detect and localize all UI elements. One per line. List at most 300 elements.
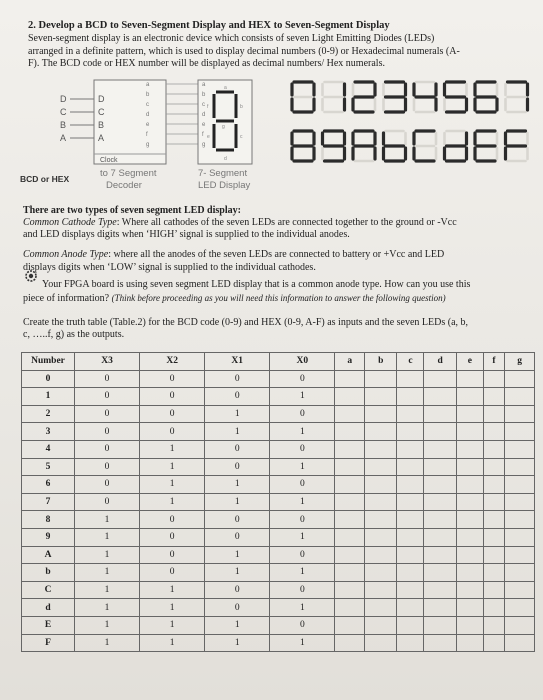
digit-character: F [516,149,518,150]
number-cell: 7 [22,493,75,511]
output-cell[interactable] [365,458,397,476]
input-cell: 1 [205,493,270,511]
output-cell[interactable] [424,581,456,599]
output-cell[interactable] [424,493,456,511]
output-cell[interactable] [456,634,483,652]
seven-segment-digit [384,82,406,112]
number-cell: 6 [22,476,75,494]
seven-segment-digit [445,131,467,161]
output-cell[interactable] [505,388,535,406]
output-cell[interactable] [335,546,365,564]
seven-segment-digit [414,82,436,112]
input-pins [60,94,94,143]
output-cell[interactable] [505,423,535,441]
table-row [22,564,535,582]
decoder-box [94,80,166,164]
table-row [22,405,535,423]
output-cell[interactable] [397,388,424,406]
seven-segment-digit [414,131,436,161]
output-cell[interactable] [365,440,397,458]
output-cell[interactable] [397,528,424,546]
input-cell: 1 [205,564,270,582]
types-heading: There are two types of seven segment LED display: [23,205,241,216]
section-title: Develop a BCD to Seven-Segment Display and HEX to Seven-Segment Display [38,20,390,31]
output-cell[interactable] [505,546,535,564]
anode-text: : where all the anodes of the seven LEDs are connected to battery or +Vcc and LED [108,249,445,260]
digit-character: 4 [425,100,426,101]
task-line-2: c, …..f, g) as the outputs. [23,329,125,340]
output-cell[interactable] [505,405,535,423]
output-cell[interactable] [365,388,397,406]
output-cell[interactable] [365,616,397,634]
table-header-row [22,353,535,371]
table-row [22,599,535,617]
output-cell[interactable] [365,581,397,599]
decoder-output-f: f [146,132,148,138]
output-cell[interactable] [456,440,483,458]
seven-segment-digit [384,131,406,161]
digit-character: d [455,149,457,150]
input-cell: 0 [140,388,205,406]
input-cell: 0 [75,423,140,441]
display-pin-a: a [202,82,206,88]
cathode-line-1 [23,217,457,229]
output-cell[interactable] [424,440,456,458]
caption-display-1: 7- Segment [198,168,248,179]
number-cell: F [22,634,75,652]
table-row [22,511,535,529]
output-cell[interactable] [483,599,505,617]
output-cell[interactable] [505,599,535,617]
input-cell: 0 [270,370,335,388]
output-cell[interactable] [335,581,365,599]
digit-character: E [486,149,487,150]
input-label-b: B [60,120,67,130]
input-cell: 1 [75,564,140,582]
output-cell[interactable] [365,599,397,617]
input-cell: 1 [140,440,205,458]
output-cell[interactable] [505,616,535,634]
output-cell[interactable] [397,493,424,511]
input-cell: 0 [75,476,140,494]
digit-character: 0 [303,100,304,101]
input-cell: 1 [75,511,140,529]
seven-segment-digit [323,131,345,161]
output-cell[interactable] [365,476,397,494]
input-cell: 0 [140,423,205,441]
display-pin-f: f [202,132,204,138]
input-cell: 1 [75,616,140,634]
decoder-output-g: g [146,142,150,148]
output-cell[interactable] [456,528,483,546]
digit-character: C [425,149,426,150]
decoder-output-e: e [146,122,150,128]
truth-table [21,352,535,652]
output-cell[interactable] [397,405,424,423]
decoder-input-a: A [98,133,105,143]
output-cell[interactable] [505,511,535,529]
output-cell[interactable] [335,423,365,441]
number-cell: 9 [22,528,75,546]
output-cell[interactable] [335,528,365,546]
caption-decoder-1: to 7 Segment [100,168,157,179]
output-cell[interactable] [365,423,397,441]
digit-character: 3 [394,100,396,101]
header-b: b [365,353,397,371]
output-cell[interactable] [483,564,505,582]
digit-character: 7 [516,100,518,101]
output-cell[interactable] [365,528,397,546]
input-cell: 0 [140,405,205,423]
seven-segment-digit [323,82,345,112]
table-row [22,493,535,511]
intro-line-3: F). The BCD code or HEX number will be displayed as decimal numbers/ Hex numerals. [28,58,385,69]
output-cell[interactable] [335,440,365,458]
output-cell[interactable] [424,458,456,476]
output-cell[interactable] [365,511,397,529]
output-cell[interactable] [456,423,483,441]
output-cell[interactable] [456,546,483,564]
cathode-label: Common Cathode Type [23,217,117,228]
seven-segment-digit [292,131,314,161]
number-cell: 8 [22,511,75,529]
output-cell[interactable] [397,370,424,388]
output-cell[interactable] [397,634,424,652]
seven-segment-digit [353,82,375,112]
output-cell[interactable] [505,370,535,388]
table-row [22,528,535,546]
number-cell: A [22,546,75,564]
output-cell[interactable] [335,405,365,423]
input-cell: 1 [270,458,335,476]
input-label-a: A [60,133,67,143]
section-heading [28,20,390,32]
seven-segment-digit [292,82,314,112]
input-cell: 0 [270,581,335,599]
clock-label: Clock [100,157,118,164]
input-cell: 0 [205,388,270,406]
input-cell: 1 [75,599,140,617]
output-cell[interactable] [424,634,456,652]
output-cell[interactable] [456,564,483,582]
decoder-output-a: a [146,82,150,88]
input-cell: 1 [205,616,270,634]
output-cell[interactable] [456,493,483,511]
table-row [22,370,535,388]
output-cell[interactable] [397,476,424,494]
digit-character: 6 [486,100,487,101]
input-cell: 1 [270,564,335,582]
input-cell: 0 [270,476,335,494]
display-pin-b: b [202,92,206,98]
output-cell[interactable] [456,616,483,634]
input-cell: 1 [205,476,270,494]
output-cell[interactable] [456,405,483,423]
question-line-1: Your FPGA board is using seven segment LED display that is a common anode type. How can you use this [42,279,471,290]
output-cell[interactable] [397,511,424,529]
header-number: Number [22,353,75,371]
input-cell: 0 [75,370,140,388]
input-cell: 0 [140,511,205,529]
decoder-output-b: b [146,92,150,98]
input-cell: 1 [270,493,335,511]
decoder-output-d: d [146,112,150,118]
seven-segment-digit [475,131,497,161]
header-x1: X1 [205,353,270,371]
number-cell: 4 [22,440,75,458]
output-cell[interactable] [365,370,397,388]
digits-row-2 [292,131,528,161]
table-row [22,423,535,441]
display-pin-c: c [202,102,205,108]
output-cell[interactable] [483,616,505,634]
table-row [22,634,535,652]
gear-icon [23,268,39,284]
output-cell[interactable] [397,616,424,634]
input-cell: 0 [205,440,270,458]
display-pin-g: g [202,142,206,148]
number-cell: d [22,599,75,617]
output-cell[interactable] [483,476,505,494]
segment-label-e: e [207,134,210,140]
cathode-text: : Where all cathodes of the seven LEDs are connected together to the ground or -Vcc [116,217,457,228]
output-cell[interactable] [505,528,535,546]
digit-character: 9 [333,149,335,150]
seven-segment-digit [475,82,497,112]
task-line-1: Create the truth table (Table.2) for the BCD code (0-9) and HEX (0-9, A-F) as inputs and the seven LEDs (a, b, [23,317,469,328]
anode-line-2: displays digits when ‘LOW’ signal is supplied to the individual cathodes. [23,262,316,273]
input-cell: 0 [140,546,205,564]
output-cell[interactable] [335,493,365,511]
output-cell[interactable] [397,440,424,458]
output-cell[interactable] [505,493,535,511]
output-cell[interactable] [505,564,535,582]
digit-character: b [394,149,396,150]
output-cell[interactable] [365,546,397,564]
number-cell: 2 [22,405,75,423]
input-label-c: C [60,107,67,117]
output-cell[interactable] [335,370,365,388]
decoder-input-c: C [98,107,105,117]
input-cell: 1 [270,634,335,652]
output-cell[interactable] [483,546,505,564]
output-cell[interactable] [456,511,483,529]
input-cell: 1 [140,458,205,476]
output-cell[interactable] [505,476,535,494]
segment-label-b: b [240,104,243,110]
input-cell: 0 [140,564,205,582]
output-cell[interactable] [505,634,535,652]
section-number: 2. [28,20,36,31]
header-d: d [424,353,456,371]
output-cell[interactable] [397,581,424,599]
caption-bcd-or-hex: BCD or HEX [20,174,70,184]
intro-line-2: arranged in a definite pattern, which is used to display decimal numbers (0-9) or Hexadecimal numerals (A- [28,46,460,57]
number-cell: 0 [22,370,75,388]
input-cell: 1 [270,388,335,406]
input-cell: 1 [140,599,205,617]
header-x0: X0 [270,353,335,371]
input-cell: 1 [270,528,335,546]
input-label-d: D [60,94,67,104]
input-cell: 1 [205,423,270,441]
output-cell[interactable] [335,616,365,634]
output-cell[interactable] [424,388,456,406]
cathode-line-2: and LED displays digits when ‘HIGH’ signal is supplied to the individual anodes. [23,229,350,240]
input-cell: 0 [270,440,335,458]
output-cell[interactable] [505,440,535,458]
display-pin-e: e [202,122,206,128]
table-row [22,388,535,406]
table-row [22,546,535,564]
output-cell[interactable] [424,511,456,529]
table-row [22,440,535,458]
anode-line-1 [23,249,444,261]
table-row [22,476,535,494]
caption-display-2: LED Display [198,180,251,191]
output-cell[interactable] [365,564,397,582]
input-cell: 1 [140,581,205,599]
number-cell: b [22,564,75,582]
output-cell[interactable] [397,564,424,582]
digit-character: 1 [333,100,335,101]
output-cell[interactable] [335,388,365,406]
output-cell[interactable] [335,564,365,582]
decoder-input-b: B [98,120,105,130]
output-cell[interactable] [483,423,505,441]
output-cell[interactable] [483,405,505,423]
output-cell[interactable] [483,458,505,476]
header-e: e [456,353,483,371]
input-cell: 0 [270,546,335,564]
input-cell: 0 [75,493,140,511]
output-cell[interactable] [335,634,365,652]
output-cell[interactable] [424,476,456,494]
seven-segment-digit [445,82,467,112]
header-a: a [335,353,365,371]
output-cell[interactable] [483,370,505,388]
output-cell[interactable] [397,546,424,564]
input-cell: 0 [270,405,335,423]
digit-character: 8 [303,149,304,150]
input-cell: 1 [140,493,205,511]
input-cell: 0 [75,388,140,406]
output-cell[interactable] [424,370,456,388]
output-cell[interactable] [424,405,456,423]
header-c: c [397,353,424,371]
output-cell[interactable] [456,476,483,494]
question-line-2-italic: (Think before proceeding as you will need this information to answer the following question) [111,293,446,303]
anode-label: Common Anode Type [23,249,109,260]
number-cell: 5 [22,458,75,476]
number-cell: 1 [22,388,75,406]
segment-label-a: a [224,85,227,91]
output-cell[interactable] [424,528,456,546]
output-cell[interactable] [424,564,456,582]
output-cell[interactable] [456,581,483,599]
output-cell[interactable] [424,423,456,441]
output-cell[interactable] [456,599,483,617]
input-cell: 0 [270,616,335,634]
output-cell[interactable] [483,388,505,406]
input-cell: 1 [75,528,140,546]
input-cell: 0 [140,528,205,546]
output-cell[interactable] [483,634,505,652]
output-cell[interactable] [424,599,456,617]
header-f: f [483,353,505,371]
input-cell: 0 [75,405,140,423]
output-cell[interactable] [397,423,424,441]
input-cell: 1 [270,599,335,617]
table-row [22,616,535,634]
input-cell: 0 [75,440,140,458]
segment-label-f: f [207,104,209,110]
digit-character: 2 [364,100,365,101]
seven-segment-figure [0,72,543,202]
input-cell: 1 [205,634,270,652]
input-cell: 0 [205,511,270,529]
decoder-input-d: D [98,94,105,104]
output-cell[interactable] [483,511,505,529]
segment-label-d: d [224,156,227,162]
input-cell: 1 [140,616,205,634]
number-cell: 3 [22,423,75,441]
segment-label-c: c [240,134,243,140]
digit-character: 5 [455,100,457,101]
output-cell[interactable] [397,458,424,476]
output-cell[interactable] [483,493,505,511]
output-cell[interactable] [483,528,505,546]
table-row [22,458,535,476]
output-cell[interactable] [365,634,397,652]
input-cell: 0 [205,528,270,546]
output-cell[interactable] [335,476,365,494]
output-cell[interactable] [335,458,365,476]
input-cell: 0 [205,599,270,617]
output-cell[interactable] [424,546,456,564]
output-cell[interactable] [335,599,365,617]
input-cell: 1 [75,634,140,652]
display-pin-d: d [202,112,206,118]
output-cell[interactable] [365,493,397,511]
input-cell: 1 [75,581,140,599]
header-x2: X2 [140,353,205,371]
output-cell[interactable] [365,405,397,423]
output-cell[interactable] [505,458,535,476]
digits-row-1 [292,82,528,112]
output-cell[interactable] [335,511,365,529]
question-line-2 [23,292,446,305]
input-cell: 0 [205,370,270,388]
caption-decoder-2: Decoder [106,180,142,191]
output-cell[interactable] [456,370,483,388]
input-cell: 0 [205,581,270,599]
seven-segment-digit [506,82,528,112]
header-x3: X3 [75,353,140,371]
output-cell[interactable] [424,616,456,634]
output-cell[interactable] [456,388,483,406]
seven-segment-digit [353,131,375,161]
output-cell[interactable] [483,440,505,458]
output-cell[interactable] [505,581,535,599]
segment-label-g: g [222,124,225,130]
input-cell: 0 [140,370,205,388]
input-cell: 1 [140,476,205,494]
question-line-2-plain: piece of information? [23,293,112,304]
output-cell[interactable] [483,581,505,599]
output-cell[interactable] [456,458,483,476]
output-cell[interactable] [397,599,424,617]
